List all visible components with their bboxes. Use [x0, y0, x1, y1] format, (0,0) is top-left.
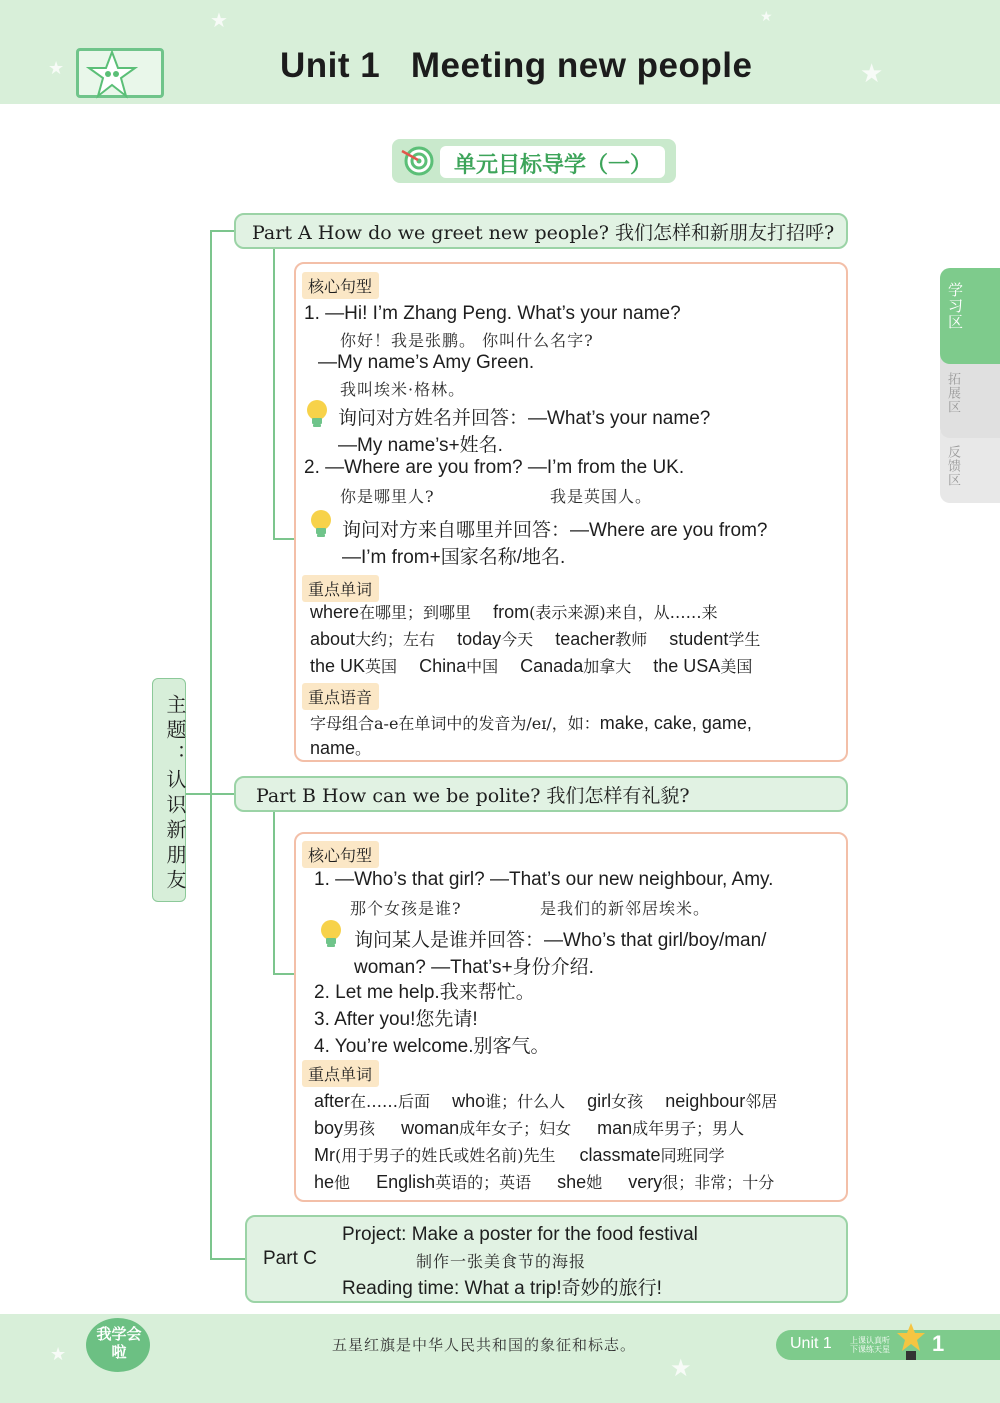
word-row: about大约；左右 today今天 teacher教师 student学生	[310, 629, 761, 649]
star-decoration-icon: ★	[48, 58, 65, 78]
part-a-sentence-1-reply: —My name’s Amy Green.	[318, 352, 535, 373]
part-c-label: Part C	[263, 1248, 317, 1269]
word-row: the UK英国 China中国 Canada加拿大 the USA美国	[310, 656, 753, 676]
branch-line-part-b	[186, 793, 234, 795]
tab-learning-label: 学习区	[946, 282, 963, 330]
star-decoration-icon: ★	[860, 58, 884, 88]
key-words-tag: 重点单词	[302, 1060, 379, 1087]
key-words-tag: 重点单词	[302, 575, 379, 602]
tree-trunk-line	[210, 230, 212, 1260]
lightbulb-icon	[318, 918, 344, 950]
word-row: after在……后面 who谁；什么人 girl女孩 neighbour邻居	[314, 1091, 778, 1111]
star-decoration-icon: ★	[670, 1355, 692, 1382]
part-b-sentence-1: 1. —Who’s that girl? —That’s our new neighbour, Amy.	[314, 869, 774, 890]
part-b-sentence-3: 3. After you!您先请!	[314, 1009, 478, 1030]
part-a-sentence-2-cn-question: 你是哪里人?	[340, 487, 435, 506]
branch-line-a-content	[273, 249, 275, 539]
footer-motto: 上课认真听 下课练天星	[850, 1336, 890, 1354]
part-a-sentence-2: 2. —Where are you from? —I’m from the UK.	[304, 457, 685, 478]
part-a-sentence-1-reply-cn: 我叫埃米·格林。	[340, 380, 466, 399]
core-sentences-tag: 核心句型	[302, 272, 379, 299]
theme-label: 主题：认识新朋友	[163, 694, 185, 894]
word-row: he他 English英语的；英语 she她 very很；非常；十分	[314, 1172, 775, 1192]
part-a-tip-2-line-1: 询问对方来自哪里并回答：—Where are you from?	[342, 520, 768, 541]
star-decoration-icon: ★	[50, 1344, 67, 1364]
section-title: 单元目标导学（一）	[454, 152, 653, 177]
page-title: Unit 1 Meeting new people	[280, 46, 753, 85]
part-c-reading: Reading time: What a trip!奇妙的旅行!	[342, 1278, 662, 1299]
tab-extension-label: 拓展区	[946, 372, 961, 414]
part-c-project: Project: Make a poster for the food festival	[342, 1224, 698, 1245]
lightbulb-icon	[304, 398, 330, 430]
word-row: boy男孩 woman成年女子；妇女 man成年男子；男人	[314, 1118, 745, 1138]
branch-line-a-content-h	[273, 538, 294, 540]
part-b-sentence-1-cn-question: 那个女孩是谁?	[350, 899, 462, 918]
tab-feedback-label: 反馈区	[946, 445, 961, 487]
part-a-sentence-2-cn-answer: 我是英国人。	[550, 487, 653, 506]
target-icon	[400, 145, 434, 177]
part-b-title: Part B How can we be polite? 我们怎样有礼貌?	[256, 784, 690, 807]
part-b-tip-line-2: woman? —That’s+身份介绍.	[354, 957, 594, 978]
part-a-tip-1-line-1: 询问对方姓名并回答：—What’s your name?	[338, 408, 711, 429]
star-decoration-icon: ★	[760, 8, 773, 24]
part-b-tip-line-1: 询问某人是谁并回答：—Who’s that girl/boy/man/	[354, 930, 767, 951]
lightbulb-icon	[308, 508, 334, 540]
part-a-header	[234, 213, 848, 249]
word-row: where在哪里；到哪里 from(表示来源)来自，从……来	[310, 602, 718, 622]
part-a-sentence-1: 1. —Hi! I’m Zhang Peng. What’s your name?	[304, 303, 681, 324]
part-a-title: Part A How do we greet new people? 我们怎样和新朋友打招呼?	[252, 221, 835, 244]
phonics-line-1: 字母组合a-e在单词中的发音为/eɪ/，如：make, cake, game,	[310, 713, 752, 733]
mascot-star-icon	[86, 50, 138, 100]
page-number: 1	[932, 1331, 945, 1356]
branch-line-part-a	[210, 230, 234, 232]
footer-note: 五星红旗是中华人民共和国的象征和标志。	[332, 1336, 637, 1354]
part-b-sentence-1-cn-answer: 是我们的新邻居埃米。	[540, 899, 711, 918]
mascot-icon	[896, 1322, 926, 1362]
part-a-tip-1-line-2: —My name’s+姓名.	[338, 435, 503, 456]
footer-unit-label: Unit 1	[790, 1335, 832, 1352]
slogan-text: 我学会啦	[96, 1326, 142, 1361]
part-c-project-cn: 制作一张美食节的海报	[416, 1252, 587, 1271]
branch-line-b-content-h	[273, 973, 294, 975]
phonics-line-2: name。	[310, 738, 372, 758]
star-decoration-icon: ★	[210, 10, 228, 32]
part-b-sentence-4: 4. You’re welcome.别客气。	[314, 1036, 550, 1057]
core-sentences-tag: 核心句型	[302, 841, 379, 868]
branch-line-b-content	[273, 812, 275, 974]
part-b-header	[234, 776, 848, 812]
key-phonics-tag: 重点语音	[302, 683, 379, 710]
part-a-sentence-1-cn: 你好！我是张鹏。 你叫什么名字?	[340, 331, 594, 350]
branch-line-part-c	[210, 1258, 245, 1260]
part-a-tip-2-line-2: —I’m from+国家名称/地名.	[342, 547, 566, 568]
part-b-sentence-2: 2. Let me help.我来帮忙。	[314, 982, 535, 1003]
word-row: Mr(用于男子的姓氏或姓名前)先生 classmate同班同学	[314, 1145, 725, 1165]
